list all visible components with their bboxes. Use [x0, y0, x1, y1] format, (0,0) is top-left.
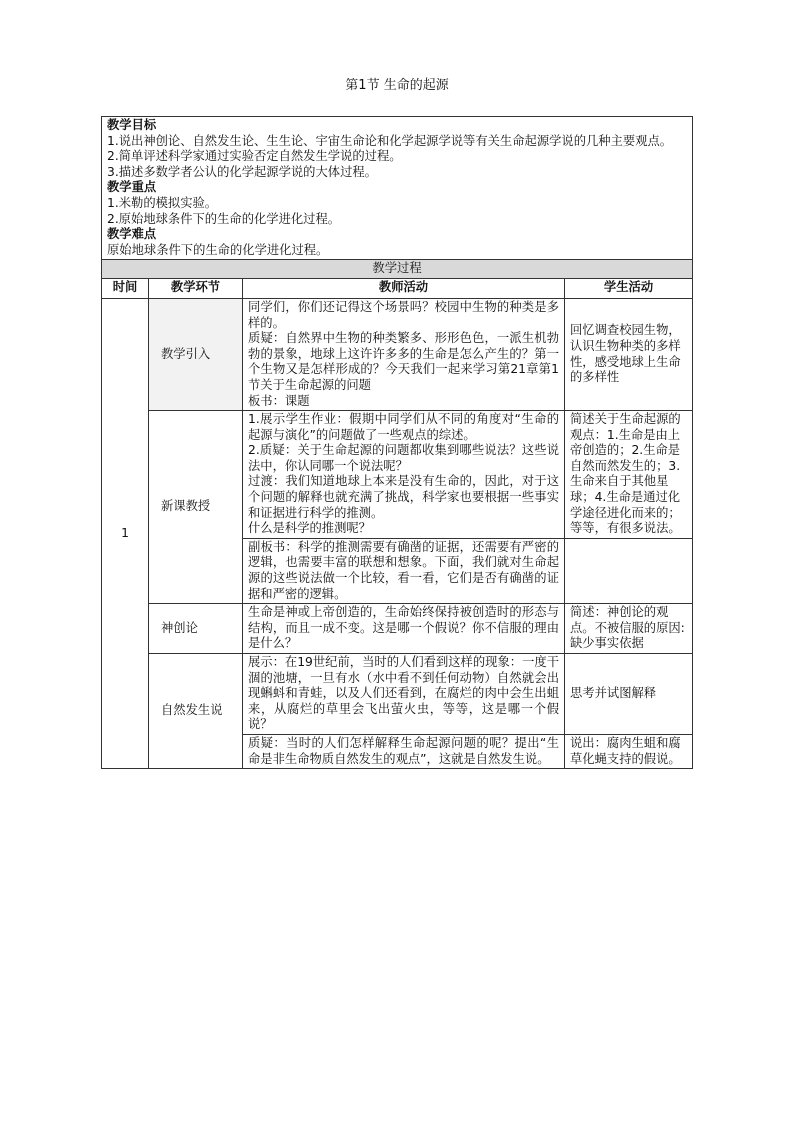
time-cell: 1: [102, 298, 149, 768]
key-points-heading: 教学重点: [107, 180, 157, 195]
stage-cell: 神创论: [149, 604, 243, 654]
teacher-activity-cell: 展示：在19世纪前，当时的人们看到这样的现象：一度干涸的池塘，一旦有水（水中看不到任何动物）自然就会出现蝌蚪和青蛙，以及人们还看到，在腐烂的肉中会生出蛆来，从腐烂的草里会飞出萤火虫，等等，这是哪一个假说？: [243, 654, 565, 735]
column-header-time: 时间: [102, 278, 149, 298]
table-row: [102, 604, 693, 654]
process-heading-row: [102, 260, 693, 279]
column-header-stage: 教学环节: [149, 278, 243, 298]
process-heading: 教学过程: [102, 260, 693, 279]
key-point-item: 2.原始地球条件下的生命的化学进化过程。: [107, 211, 341, 226]
key-point-item: 1.米勒的模拟实验。: [107, 195, 218, 210]
column-header-row: [102, 278, 693, 298]
table-row: [102, 411, 693, 539]
teacher-paragraph: 1.展示学生作业：假期中同学们从不同的角度对“生命的起源与演化”的问题做了一些观点的综述。: [248, 412, 559, 442]
objective-item: 1.说出神创论、自然发生论、生生论、宇宙生命论和化学起源学说等有关生命起源学说的几种主要观点。: [107, 133, 673, 148]
teacher-paragraph: 质疑：自然界中生物的种类繁多、形形色色，一派生机勃勃的景象，地球上这许许多多的生命是怎么产生的？第一个生物又是怎样形成的？今天我们一起来学习第21章第1节关于生命起源的问题: [248, 331, 559, 392]
student-activity-cell: 回忆调查校园生物，认识生物种类的多样性，感受地球上生命的多样性: [565, 298, 693, 410]
teacher-activity-cell: [243, 411, 565, 539]
goals-cell: [102, 117, 693, 260]
difficulties-heading: 教学难点: [107, 227, 157, 242]
teacher-paragraph: 同学们，你们还记得这个场景吗？校园中生物的种类是多样的。: [248, 299, 559, 330]
column-header-teacher: 教师活动: [243, 278, 565, 298]
objective-item: 3.描述多数学者公认的化学起源学说的大体过程。: [107, 164, 377, 179]
column-header-student: 学生活动: [565, 278, 693, 298]
stage-cell: 自然发生说: [149, 654, 243, 769]
table-row: [102, 654, 693, 735]
student-activity-cell: [565, 538, 693, 603]
objectives-heading: 教学目标: [107, 118, 157, 132]
teacher-paragraph: 什么是科学的推测呢？: [248, 521, 371, 536]
lesson-plan-table: [101, 116, 693, 769]
teacher-paragraph: 2.质疑：关于生命起源的问题都收集到哪些说法？这些说法中，你认同哪一个说法呢？: [248, 443, 559, 473]
teacher-paragraph: 过渡：我们知道地球上本来是没有生命的，因此，对于这个问题的解释也就充满了挑战，科学家也要根据一些事实和证据进行科学的推测。: [248, 474, 559, 520]
student-activity-cell: 简述：神创论的观点。不被信服的原因:缺少事实依据: [565, 604, 693, 654]
student-activity-cell: 思考并试图解释: [565, 654, 693, 735]
student-activity-cell: 简述关于生命起源的观点：1.生命是由上帝创造的；2.生命是自然而然发生的；3.生命来自于其他星球；4.生命是通过化学途径进化而来的；等等，有很多说法。: [565, 411, 693, 539]
difficulty-item: 原始地球条件下的生命的化学进化过程。: [107, 242, 329, 257]
table-row: [102, 298, 693, 410]
teacher-paragraph: 板书：课题: [248, 393, 310, 408]
teacher-activity-cell: 质疑：当时的人们怎样解释生命起源问题的呢？提出“生命是非生命物质自然发生的观点”，这就是自然发生说。: [243, 734, 565, 768]
student-activity-cell: 说出：腐肉生蛆和腐草化蝇支持的假说。: [565, 734, 693, 768]
stage-cell: 教学引入: [149, 298, 243, 410]
goals-row: [102, 117, 693, 260]
teacher-activity-cell: [243, 298, 565, 410]
page-title: 第1节 生命的起源: [345, 78, 449, 93]
stage-cell: 新课教授: [149, 411, 243, 604]
objective-item: 2.简单评述科学家通过实验否定自然发生学说的过程。: [107, 149, 402, 164]
teacher-activity-cell: 副板书：科学的推测需要有确凿的证据，还需要有严密的逻辑，也需要丰富的联想和想象。下面，我们就对生命起源的这些说法做一个比较，看一看，它们是否有确凿的证据和严密的逻辑。: [243, 538, 565, 603]
teacher-activity-cell: 生命是神或上帝创造的，生命始终保持被创造时的形态与结构，而且一成不变。这是哪一个假说？你不信服的理由是什么？: [243, 604, 565, 654]
